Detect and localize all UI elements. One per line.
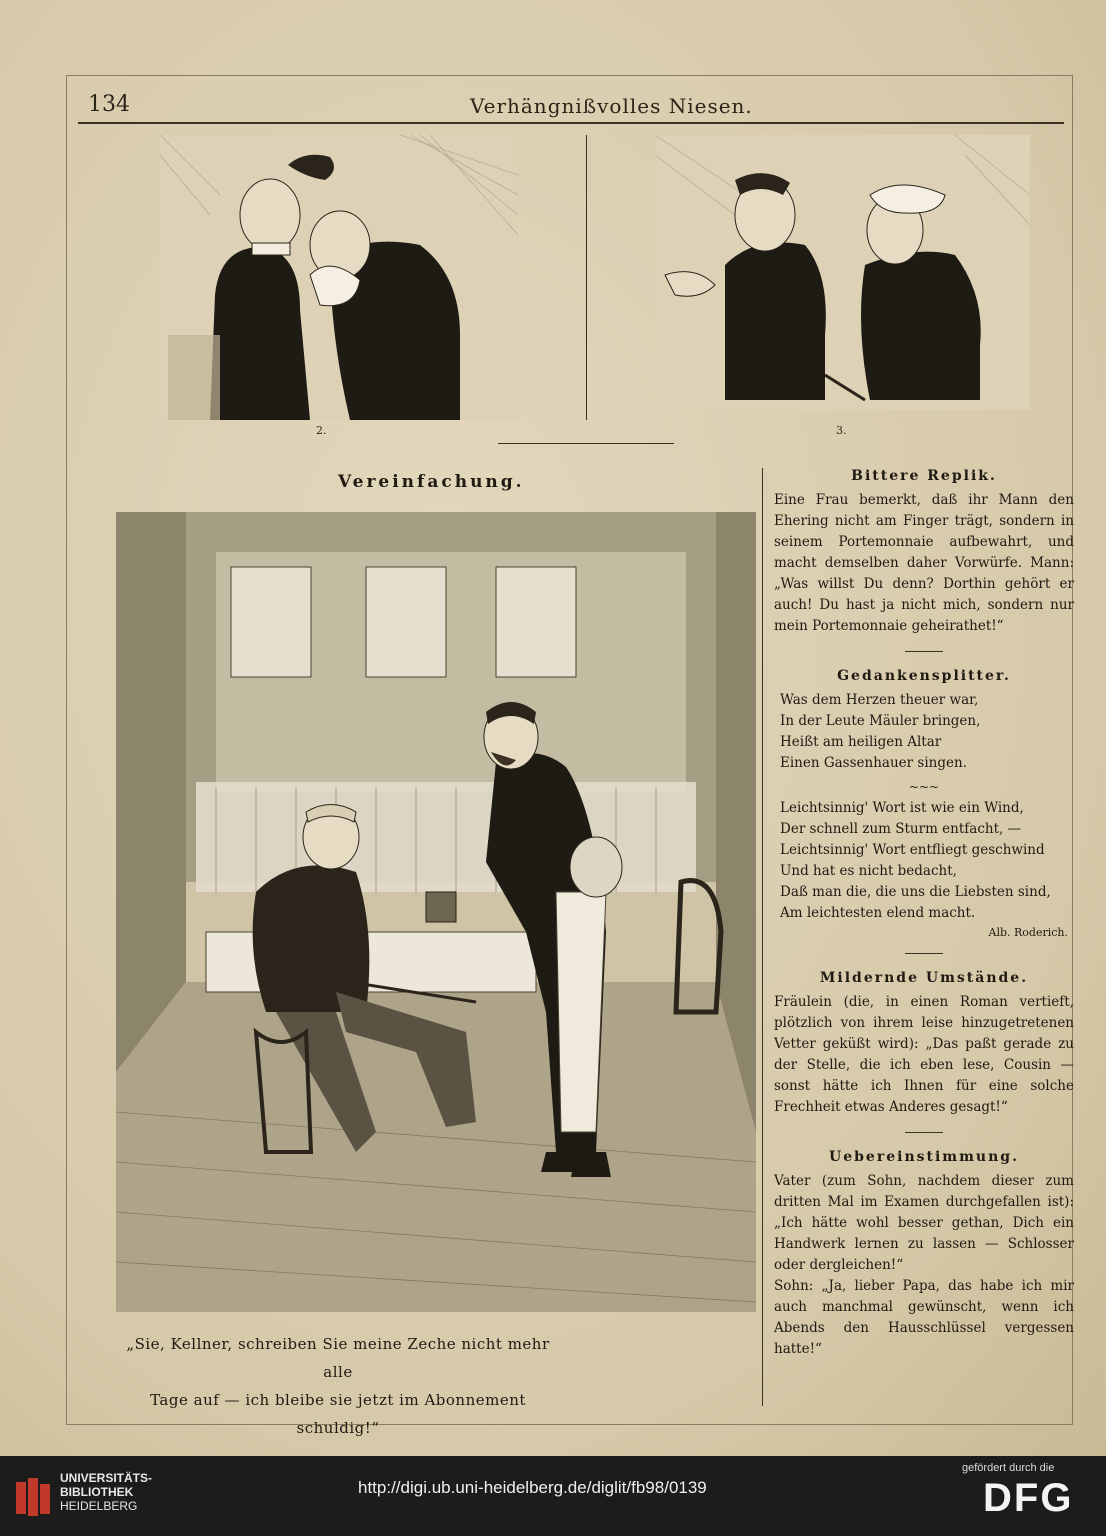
verse-line: Am leichtesten elend macht. bbox=[780, 905, 976, 921]
verse-line: Leichtsinnig' Wort entfliegt geschwind bbox=[780, 842, 1045, 858]
main-illustration-heading: Vereinfachung. bbox=[338, 472, 525, 492]
university-logo-icon[interactable] bbox=[14, 1476, 54, 1524]
verse-line: In der Leute Mäuler bringen, bbox=[780, 713, 981, 729]
main-illustration-waiter-scene bbox=[116, 512, 756, 1312]
author-signature: Alb. Roderich. bbox=[988, 926, 1068, 939]
funded-by-label: gefördert durch die bbox=[962, 1462, 1055, 1474]
uni-line-3: HEIDELBERG bbox=[60, 1499, 138, 1513]
gedankensplitter-title: Gedankensplitter. bbox=[837, 668, 1011, 684]
main-caption-line-2: Tage auf — ich bleibe sie jetzt im Abonnement schuldig!“ bbox=[150, 1391, 526, 1437]
verse-line: Daß man die, die uns die Liebsten sind, bbox=[780, 884, 1051, 900]
uebereinstimmung-title: Uebereinstimmung. bbox=[829, 1149, 1019, 1165]
university-library-name[interactable] bbox=[60, 1471, 152, 1513]
permalink-url[interactable]: http://digi.ub.uni-heidelberg.de/diglit/fb98/0139 bbox=[358, 1478, 707, 1497]
main-caption-line-1: „Sie, Kellner, schreiben Sie meine Zeche nicht mehr alle bbox=[126, 1335, 550, 1381]
tilde-separator: ~~~ bbox=[908, 780, 940, 794]
uni-line-2: BIBLIOTHEK bbox=[60, 1485, 134, 1499]
right-column bbox=[774, 468, 1074, 1360]
column-divider bbox=[762, 468, 763, 1406]
verse-line: Einen Gassenhauer singen. bbox=[780, 755, 967, 771]
header-rule bbox=[78, 122, 1064, 124]
bittere-replik-title: Bittere Replik. bbox=[851, 468, 997, 484]
figure-2-number: 2. bbox=[316, 424, 327, 437]
bittere-replik-text: Eine Frau bemerkt, daß ihr Mann den Ehering nicht am Finger trägt, sondern in seinem Portemonnaie aufbewahrt, und macht demselben daher Vorwürfe. Mann: „Was willst Du denn? Dorthin gehört er auch! Du hast ja nicht mich, sondern nur mein Portemonnaie geheirathet!“ bbox=[774, 492, 1074, 634]
uebereinstimmung-text-2: Sohn: „Ja, lieber Papa, das habe ich mir auch manchmal gewünscht, wenn ich Abends den Hausschlüssel vergessen hatte!“ bbox=[774, 1278, 1074, 1357]
illustration-3 bbox=[655, 135, 1030, 410]
mildernde-umstaende-text: Fräulein (die, in einen Roman vertieft, plötzlich von ihrem leise hinzugetretenen Vetter geküßt wird): „Das paßt gerade zu der Stelle, die ich eben lese, Cousin — sonst hätte ich Ihnen für eine solche Frechheit etwas Anderes gesagt!“ bbox=[774, 994, 1074, 1115]
figure-3-number: 3. bbox=[836, 424, 847, 437]
dfg-logo[interactable]: DFG bbox=[983, 1476, 1074, 1520]
verse-line: Und hat es nicht bedacht, bbox=[780, 863, 957, 879]
verse-line: Was dem Herzen theuer war, bbox=[780, 692, 979, 708]
running-title: Verhängnißvolles Niesen. bbox=[470, 94, 753, 118]
mildernde-umstaende-title: Mildernde Umstände. bbox=[819, 970, 1029, 986]
main-caption bbox=[118, 1330, 558, 1442]
section-separator bbox=[498, 443, 674, 444]
verse-line: Heißt am heiligen Altar bbox=[780, 734, 942, 750]
illustration-2 bbox=[160, 135, 518, 420]
section-rule bbox=[905, 1132, 943, 1133]
uni-line-1: UNIVERSITÄTS- bbox=[60, 1471, 153, 1485]
uebereinstimmung-text-1: Vater (zum Sohn, nachdem dieser zum dritten Mal im Examen durchgefallen ist): „Ich hätte wohl besser gethan, Dich ein Handwerk lernen zu lassen — Schlosser oder dergleichen!“ bbox=[774, 1173, 1074, 1273]
illustration-divider bbox=[586, 135, 587, 420]
section-rule bbox=[905, 953, 943, 954]
page-number: 134 bbox=[88, 92, 130, 117]
verse-line: Der schnell zum Sturm entfacht, — bbox=[780, 821, 1022, 837]
section-rule bbox=[905, 651, 943, 652]
verse-line: Leichtsinnig' Wort ist wie ein Wind, bbox=[780, 800, 1024, 816]
